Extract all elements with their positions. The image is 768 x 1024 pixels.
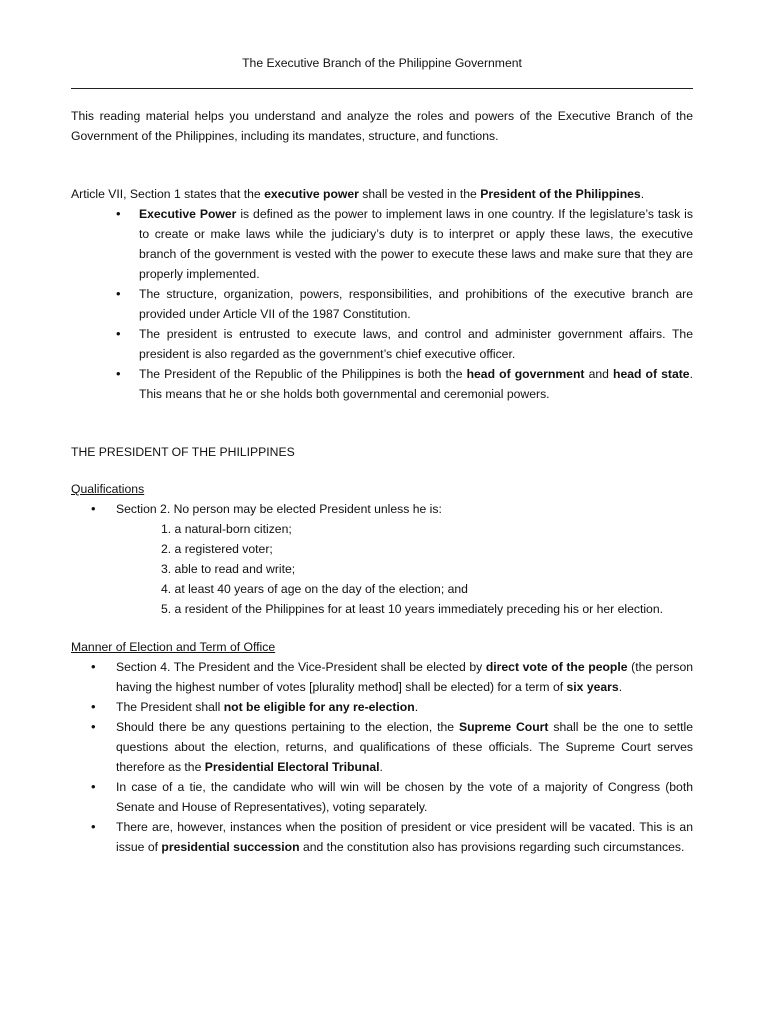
list-item: 4. at least 40 years of age on the day of the election; and	[161, 582, 468, 596]
document-title: The Executive Branch of the Philippine Government	[242, 56, 522, 70]
election-bullet-list	[71, 657, 693, 857]
list-item: 5. a resident of the Philippines for at least 10 years immediately preceding his or her election.	[161, 602, 663, 616]
election-heading: Manner of Election and Term of Office	[71, 640, 276, 654]
president-heading: THE PRESIDENT OF THE PHILIPPINES	[71, 445, 295, 459]
list-item: • The structure, organization, powers, responsibilities, and prohibitions of the executive branch are provided under Article VII of the 1987 Constitution.	[71, 284, 693, 324]
article-paragraph: Article VII, Section 1 states that the executive power shall be vested in the President of the Philippines.	[71, 187, 645, 201]
list-item: • There are, however, instances when the position of president or vice president will be vacated. This is an issue of presidential succession and the constitution also has provisions regarding such circumstances.	[71, 817, 693, 857]
intro-paragraph: This reading material helps you understand and analyze the roles and powers of the Executive Branch of the Government of the Philippines, including its mandates, structure, and functions.	[71, 109, 693, 143]
list-item: 3. able to read and write;	[161, 562, 296, 576]
list-item: • The President shall not be eligible for any re-election.	[71, 697, 693, 717]
qualifications-heading: Qualifications	[71, 482, 145, 496]
list-item: • Section 4. The President and the Vice-President shall be elected by direct vote of the people (the person having the highest number of votes [plurality method] shall be elected) for a term of six years.	[71, 657, 693, 697]
qualifications-numbered-list	[71, 519, 693, 619]
list-item: • Executive Power is defined as the power to implement laws in one country. If the legislature’s task is to create or make laws while the judiciary’s duty is to interpret or apply these laws, the executive branch of the government is vested with the power to execute these laws and make sure that they are properly implemented.	[71, 204, 693, 284]
list-item: • Section 2. No person may be elected President unless he is:	[71, 499, 693, 519]
article-bullet-list	[71, 204, 693, 404]
document-page	[71, 52, 693, 857]
list-item: 2. a registered voter;	[161, 542, 273, 556]
list-item: • Should there be any questions pertaining to the election, the Supreme Court shall be the one to settle questions about the election, returns, and qualifications of these officials. The Supreme Court serves therefore as the Presidential Electoral Tribunal.	[71, 717, 693, 777]
list-item: • The president is entrusted to execute laws, and control and administer government affairs. The president is also regarded as the government’s chief executive officer.	[71, 324, 693, 364]
list-item: • In case of a tie, the candidate who will win will be chosen by the vote of a majority of Congress (both Senate and House of Representatives), voting separately.	[71, 777, 693, 817]
list-item: 1. a natural-born citizen;	[161, 522, 292, 536]
list-item: • The President of the Republic of the Philippines is both the head of government and head of state. This means that he or she holds both governmental and ceremonial powers.	[71, 364, 693, 404]
qualifications-list	[71, 499, 693, 519]
title-divider	[71, 88, 693, 89]
